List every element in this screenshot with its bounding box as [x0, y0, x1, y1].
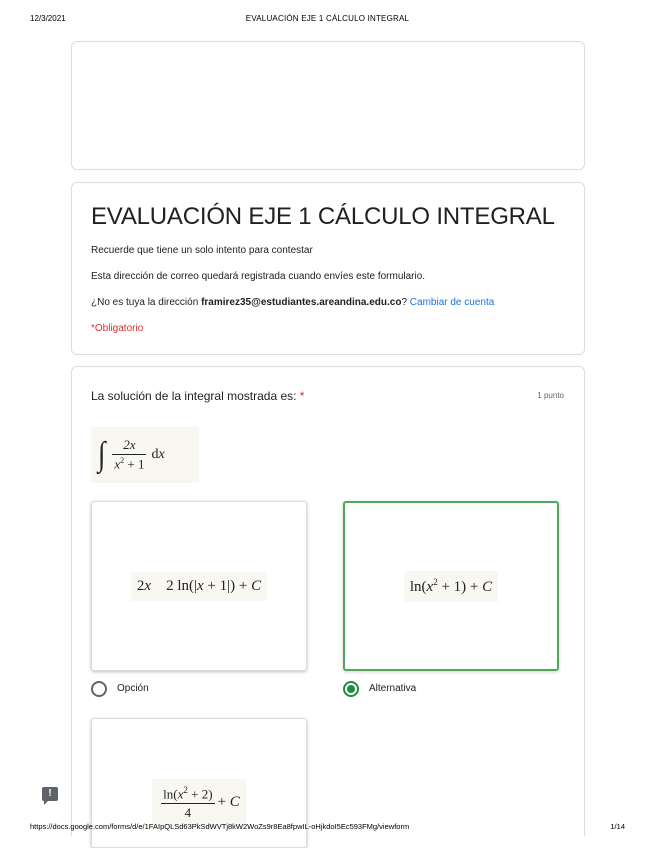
required-note: *Obligatorio: [91, 323, 144, 334]
account-email: framirez35@estudiantes.areandina.edu.co: [201, 297, 402, 308]
header-banner-card: [71, 41, 585, 170]
print-header: [0, 14, 655, 28]
print-page-number: 1/14: [610, 822, 625, 831]
form-title: EVALUACIÓN EJE 1 CÁLCULO INTEGRAL: [91, 203, 555, 230]
question-points: 1 punto: [537, 391, 564, 400]
account-prefix: ¿No es tuya la dirección: [91, 297, 202, 308]
report-problem-icon[interactable]: !: [42, 787, 58, 801]
option-image-a[interactable]: 2x 2 ln(|x + 1|) + C: [91, 501, 307, 671]
question-title: [91, 389, 304, 403]
form-description-1: Recuerde que tiene un solo intento para contestar: [91, 245, 313, 256]
form-title-card: [71, 182, 585, 355]
required-mark: *: [299, 389, 305, 403]
question-text: La solución de la integral mostrada es:: [91, 389, 297, 403]
account-notice: [91, 297, 494, 308]
question-integral-image: ∫ $\frac{2x}{x^2 + 1}$ dx: [91, 427, 199, 483]
form-description-2: Esta dirección de correo quedará registrada cuando envíes este formulario.: [91, 271, 426, 282]
option-image-c[interactable]: $\frac{\ln(x^2 + 2)}{4}$ + C: [91, 718, 307, 848]
question-card: [71, 366, 585, 836]
option-label-a: Opción: [117, 683, 149, 694]
print-url: https://docs.google.com/forms/d/e/1FAIpQLSd63PkSdWVTj8kW2WoZs9r8Ea8fpwIL-oHjkdoI5Ec593FMg/viewform: [30, 822, 410, 831]
option-image-b[interactable]: $\ln(x^2 + 1) + C$: [343, 501, 559, 671]
option-label-b: Alternativa: [369, 683, 417, 694]
print-title: EVALUACIÓN EJE 1 CÁLCULO INTEGRAL: [245, 14, 410, 23]
switch-account-link[interactable]: Cambiar de cuenta: [409, 297, 495, 308]
print-date: 12/3/2021: [30, 14, 66, 23]
radio-option-b[interactable]: [343, 681, 359, 697]
account-suffix: ?: [401, 297, 410, 308]
radio-option-a[interactable]: [91, 681, 107, 697]
